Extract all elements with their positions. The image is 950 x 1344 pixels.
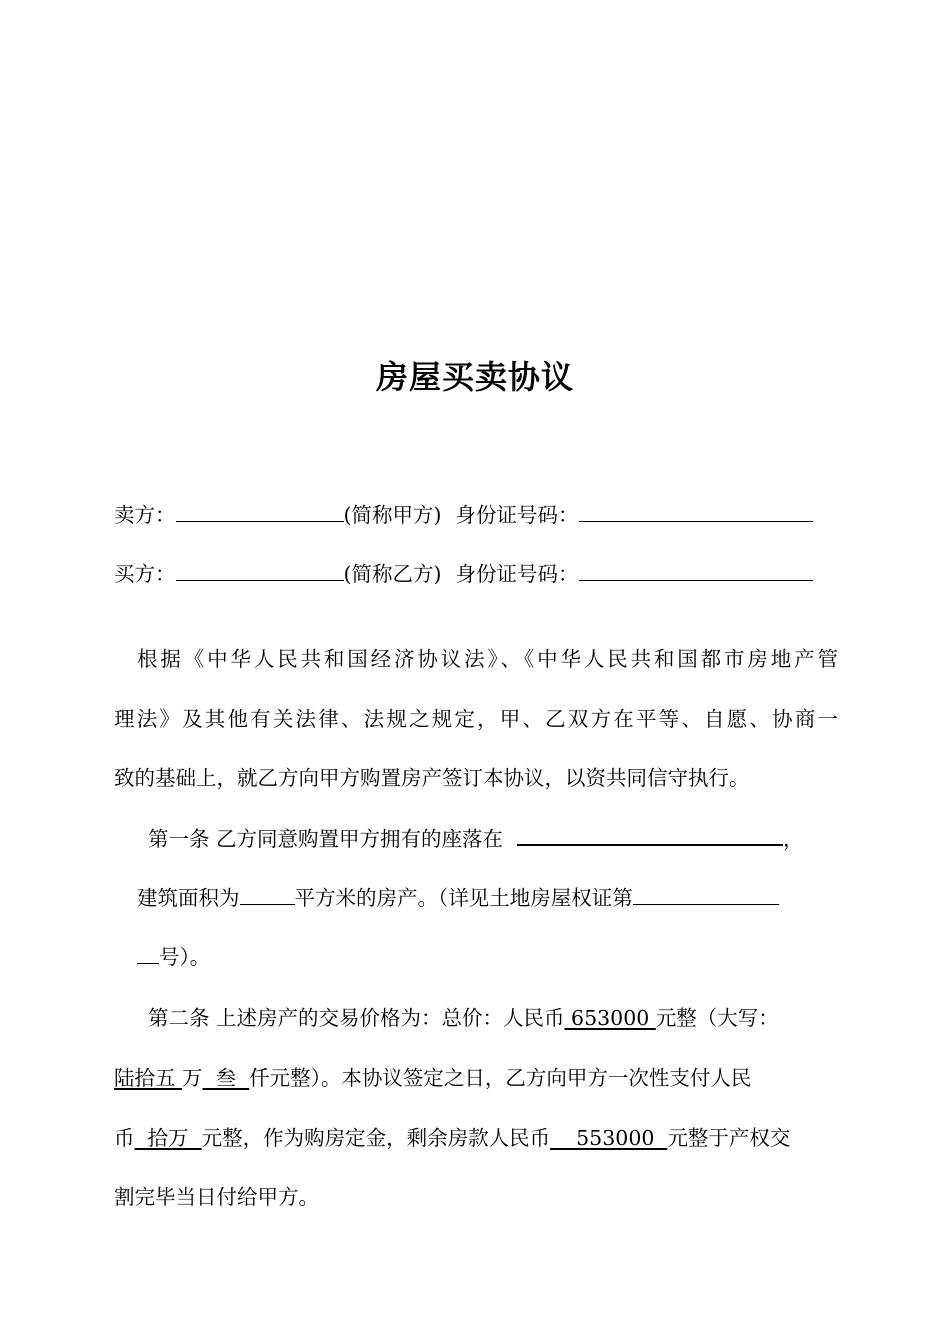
article2-text-3: 仟元整）。本协议签定之日，乙方向甲方一次性支付人民 [249,1066,752,1090]
article2-text-2: 元整（大写： [655,1006,779,1030]
property-location-blank [517,824,783,846]
certificate-number-blank [633,884,779,905]
buyer-label: 买方： [114,562,176,586]
area-blank [240,884,295,905]
total-price-value: 653000 [564,1006,656,1030]
price-words-qian: 叁 [202,1066,250,1090]
preamble-line-3: 致的基础上，就乙方向甲方购置房产签订本协议，以资共同信守执行。 [114,766,750,790]
seller-id-label: 身份证号码： [455,503,579,527]
article2-line-2 [114,1064,838,1092]
article1-text-1: 第一条 乙方同意购置甲方拥有的座落在 [148,827,504,851]
seller-abbr: (简称甲方) [343,503,442,527]
deposit-value: 拾万 [134,1126,202,1150]
price-words-wan: 陆拾五 [114,1066,183,1090]
article2-line-3 [114,1124,838,1152]
seller-label: 卖方： [114,503,176,527]
seller-name-blank [176,501,344,522]
seller-line [114,501,838,529]
preamble-line-1: 根据《中华人民共和国经济协议法》、《中华人民共和国都市房地产管 [137,647,838,671]
preamble-line-2: 理法》及其他有关法律、法规之规定，甲、乙双方在平等、自愿、协商一 [114,707,838,731]
article2-text-6: 元整于产权交 [667,1126,791,1150]
seller-id-blank [579,501,813,522]
buyer-id-blank [579,560,813,581]
article2-line-1 [148,1004,838,1032]
article2-text-1: 第二条 上述房产的交易价格为：总价：人民币 [148,1006,565,1030]
article1-end: 号）。 [159,945,211,969]
wan-char: 万 [182,1066,203,1090]
buyer-abbr: (简称乙方) [343,562,442,586]
remaining-amount-value: 553000 [550,1126,668,1150]
document-title: 房屋买卖协议 [375,358,574,396]
article1-area-label: 建筑面积为 [137,886,240,910]
article1-line-1 [148,824,838,853]
article1-certificate-text: 平方米的房产。（详见土地房屋权证第 [294,886,633,910]
article1-comma: ， [783,827,804,851]
article2-text-5: 元整，作为购房定金，剩余房款人民币 [201,1126,551,1150]
article1-line-3 [137,943,838,971]
buyer-id-label: 身份证号码： [455,562,579,586]
buyer-name-blank [176,560,344,581]
buyer-line [114,560,838,588]
article2-line-4: 割完毕当日付给甲方。 [114,1185,319,1209]
article1-line-2 [137,884,838,912]
article2-text-4: 币 [114,1126,135,1150]
certificate-number-blank-cont [137,943,159,964]
